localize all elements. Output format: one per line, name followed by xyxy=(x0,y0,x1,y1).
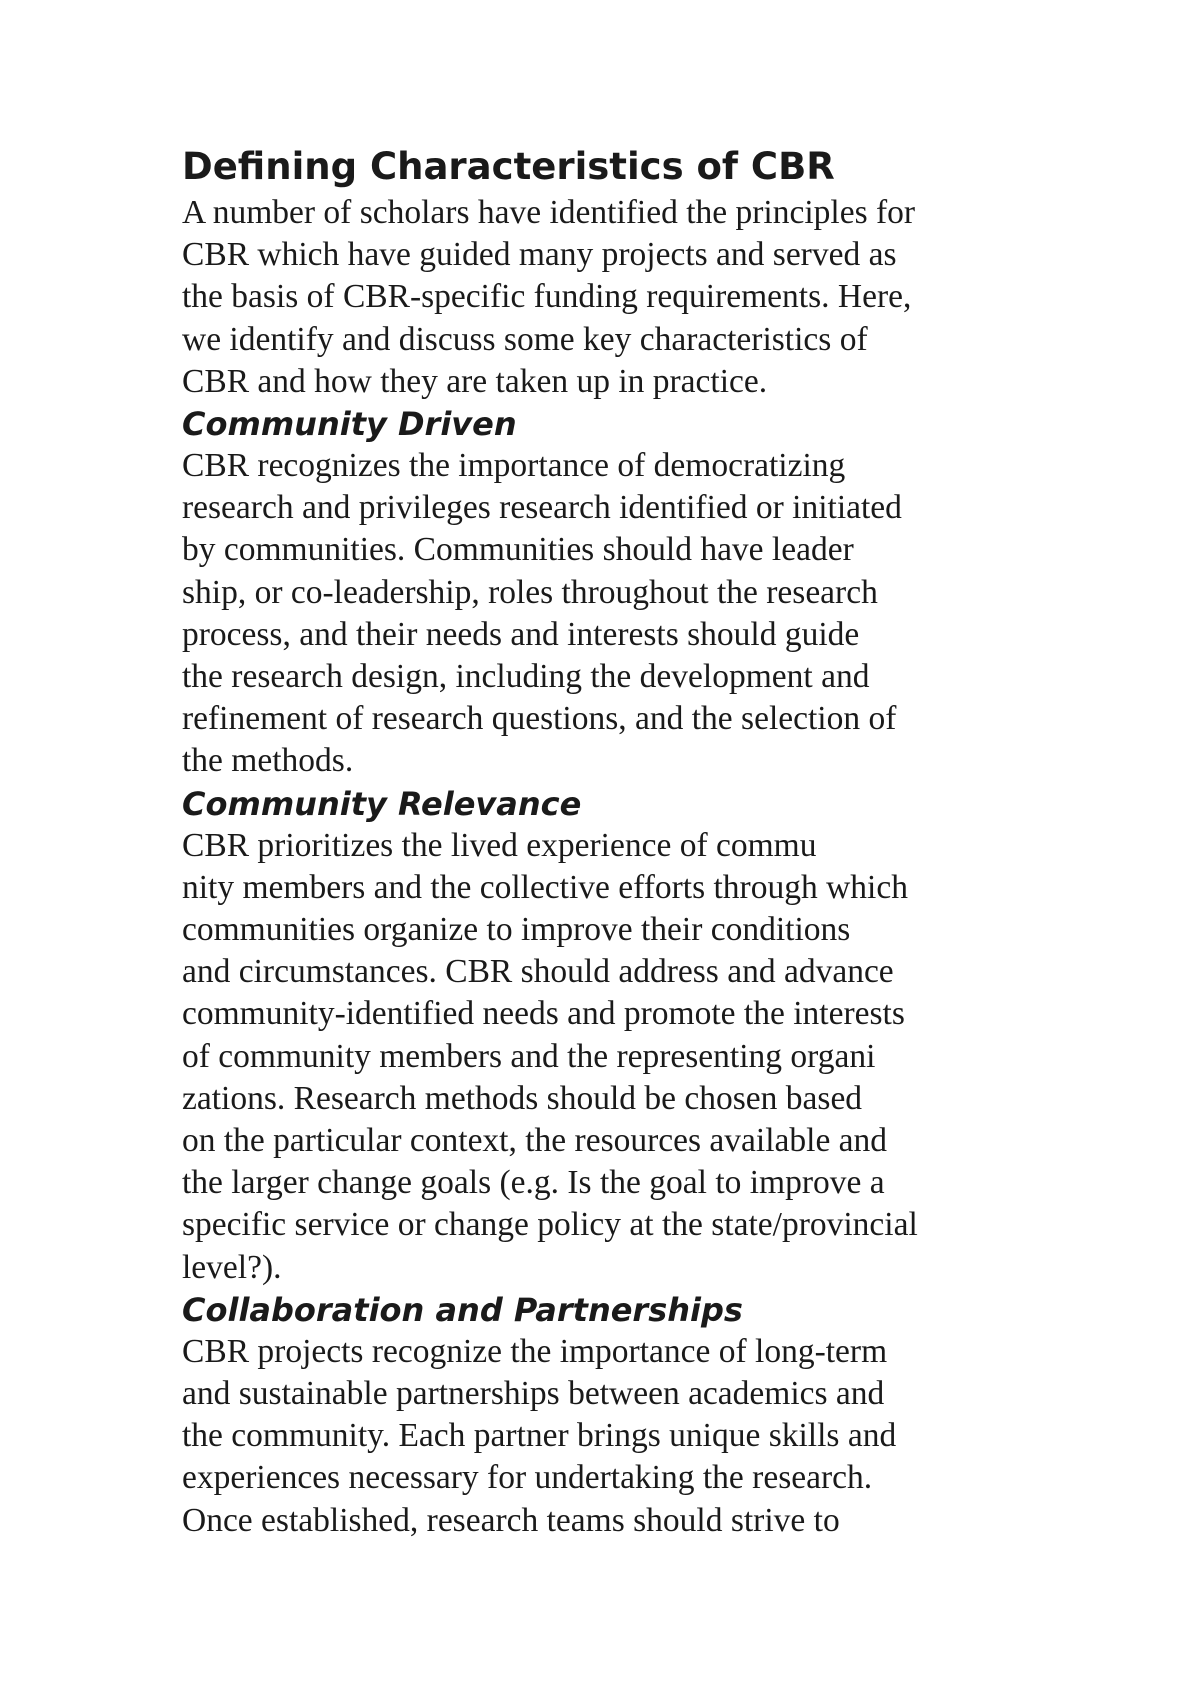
text-line: the methods. xyxy=(182,742,354,780)
page-title: Defining Characteristics of CBR xyxy=(182,145,835,188)
text-line: of community members and the representing organi xyxy=(182,1037,876,1075)
text-line: and sustainable partnerships between academics and xyxy=(182,1375,885,1413)
section-paragraph xyxy=(182,1331,1022,1542)
text-line: CBR recognizes the importance of democratizing xyxy=(182,447,846,485)
section-paragraph xyxy=(182,445,1022,783)
text-line: the research design, including the development and xyxy=(182,658,870,696)
text-line: ship, or co-leadership, roles throughout the research xyxy=(182,573,878,611)
text-line: Once established, research teams should strive to xyxy=(182,1501,840,1539)
text-line: CBR prioritizes the lived experience of commu xyxy=(182,826,817,864)
text-line: research and privileges research identified or initiated xyxy=(182,489,902,527)
text-line: A number of scholars have identified the principles for xyxy=(182,194,916,231)
section-heading: Community Relevance xyxy=(182,784,582,823)
text-line: the basis of CBR-specific funding requirements. Here, xyxy=(182,278,912,316)
text-line: level?). xyxy=(182,1248,282,1286)
text-line: CBR which have guided many projects and served as xyxy=(182,236,897,274)
section-heading: Community Driven xyxy=(182,405,517,444)
text-line: CBR projects recognize the importance of long-term xyxy=(182,1332,888,1370)
intro-paragraph xyxy=(182,192,1022,403)
section-paragraph xyxy=(182,825,1022,1289)
text-line: CBR and how they are taken up in practice. xyxy=(182,362,768,400)
section-community-relevance xyxy=(182,783,1022,1289)
text-line: community-identified needs and promote the interests xyxy=(182,995,905,1033)
section-collaboration-and-partnerships xyxy=(182,1289,1022,1542)
text-line: the community. Each partner brings unique skills and xyxy=(182,1417,897,1455)
text-line: zations. Research methods should be chosen based xyxy=(182,1079,863,1117)
document-body xyxy=(182,140,1022,1542)
section-heading: Collaboration and Partnerships xyxy=(182,1290,743,1329)
text-line: experiences necessary for undertaking the research. xyxy=(182,1459,873,1497)
text-line: by communities. Communities should have leader xyxy=(182,531,854,569)
text-line: refinement of research questions, and the selection of xyxy=(182,700,897,738)
text-line: the larger change goals (e.g. Is the goal to improve a xyxy=(182,1164,885,1202)
text-line: specific service or change policy at the state/provincial xyxy=(182,1206,918,1244)
text-line: on the particular context, the resources available and xyxy=(182,1122,888,1160)
section-community-driven xyxy=(182,403,1022,783)
text-line: process, and their needs and interests should guide xyxy=(182,615,860,653)
text-line: nity members and the collective efforts through which xyxy=(182,868,908,906)
text-line: and circumstances. CBR should address and advance xyxy=(182,953,894,991)
text-line: we identify and discuss some key characteristics of xyxy=(182,320,868,358)
text-line: communities organize to improve their conditions xyxy=(182,911,851,949)
